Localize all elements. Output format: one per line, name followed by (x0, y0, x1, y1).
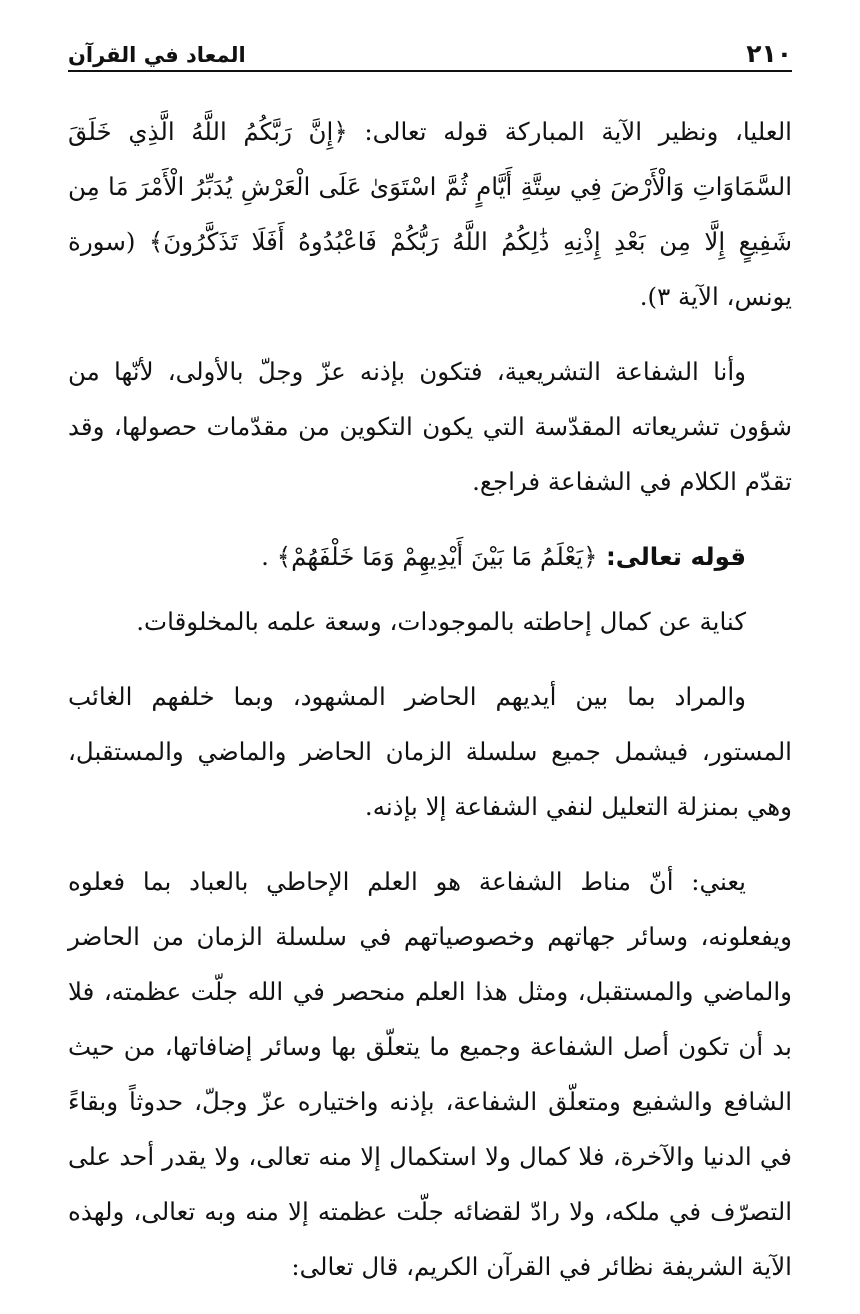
paragraph-5: والمراد بما بين أيديهم الحاضر المشهود، وبما خلفهم الغائب المستور، فيشمل جميع سلسلة الزمان الحاضر والماضي والمستقبل، وهي بمنزلة التعليل لنفي الشفاعة إلا بإذنه. (68, 682, 792, 821)
paragraph-4: كناية عن كمال إحاطته بالموجودات، وسعة علمه بالمخلوقات. (136, 607, 746, 636)
paragraph-6: يعني: أنّ مناط الشفاعة هو العلم الإحاطي بالعباد بما فعلوه ويفعلونه، وسائر جهاتهم وخصوصياتهم في سلسلة الزمان من الحاضر والماضي والمستقبل، ومثل هذا العلم منحصر في الله جلّت عظمته، فلا بد أن تكون أصل الشفاعة وجميع ما يتعلّق بها وسائر إضافاتها، من حيث الشافع والشفيع ومتعلّق الشفاعة، بإذنه واختياره عزّ وجلّ، حدوثاً وبقاءً في الدنيا والآخرة، فلا كمال ولا استكمال إلا منه تعالى، ولا يقدر أحد على التصرّف في ملكه، ولا رادّ لقضائه جلّت عظمته إلا منه وبه تعالى، ولهذه الآية الشريفة نظائر في القرآن الكريم، قال تعالى: (68, 867, 792, 1281)
page-header (68, 28, 792, 66)
book-title: المعاد في القرآن (68, 43, 246, 67)
page-number: ٢١٠ (746, 39, 792, 68)
quran-verse-quote: ﴿يَعْلَمُ مَا بَيْنَ أَيْدِيهِمْ وَمَا خَلْفَهُمْ﴾ (276, 542, 598, 571)
paragraph-3 (68, 529, 792, 584)
paragraph-1-intro: العليا، ونظير الآية المباركة قوله تعالى: (347, 117, 792, 146)
paragraph-1 (68, 104, 792, 324)
quran-verse-yunus: ﴿إِنَّ رَبَّكُمُ اللَّهُ الَّذِي خَلَقَ السَّمَاوَاتِ وَالْأَرْضَ فِي سِتَّةِ أَيَّامٍ ثُمَّ اسْتَوَىٰ عَلَى الْعَرْشِ يُدَبِّرُ الْأَمْرَ مَا مِن شَفِيعٍ إِلَّا مِن بَعْدِ إِذْنِهِ ذَٰلِكُمُ اللَّهُ رَبُّكُمْ فَاعْبُدُوهُ أَفَلَا تَذَكَّرُونَ﴾ (68, 117, 793, 256)
paragraph-2: وأنا الشفاعة التشريعية، فتكون بإذنه عزّ وجلّ بالأولى، لأنّها من شؤون تشريعاته المقدّسة التي يكون التكوين من مقدّمات حصولها، وقد تقدّم الكلام في الشفاعة فراجع. (68, 357, 792, 496)
page-body (68, 104, 792, 1314)
verse-citation: (سورة يونس، الآية ٣). (68, 227, 792, 311)
verse-lead: قوله تعالى: (597, 542, 746, 571)
header-divider (68, 70, 792, 72)
verse-end: . (261, 542, 269, 571)
